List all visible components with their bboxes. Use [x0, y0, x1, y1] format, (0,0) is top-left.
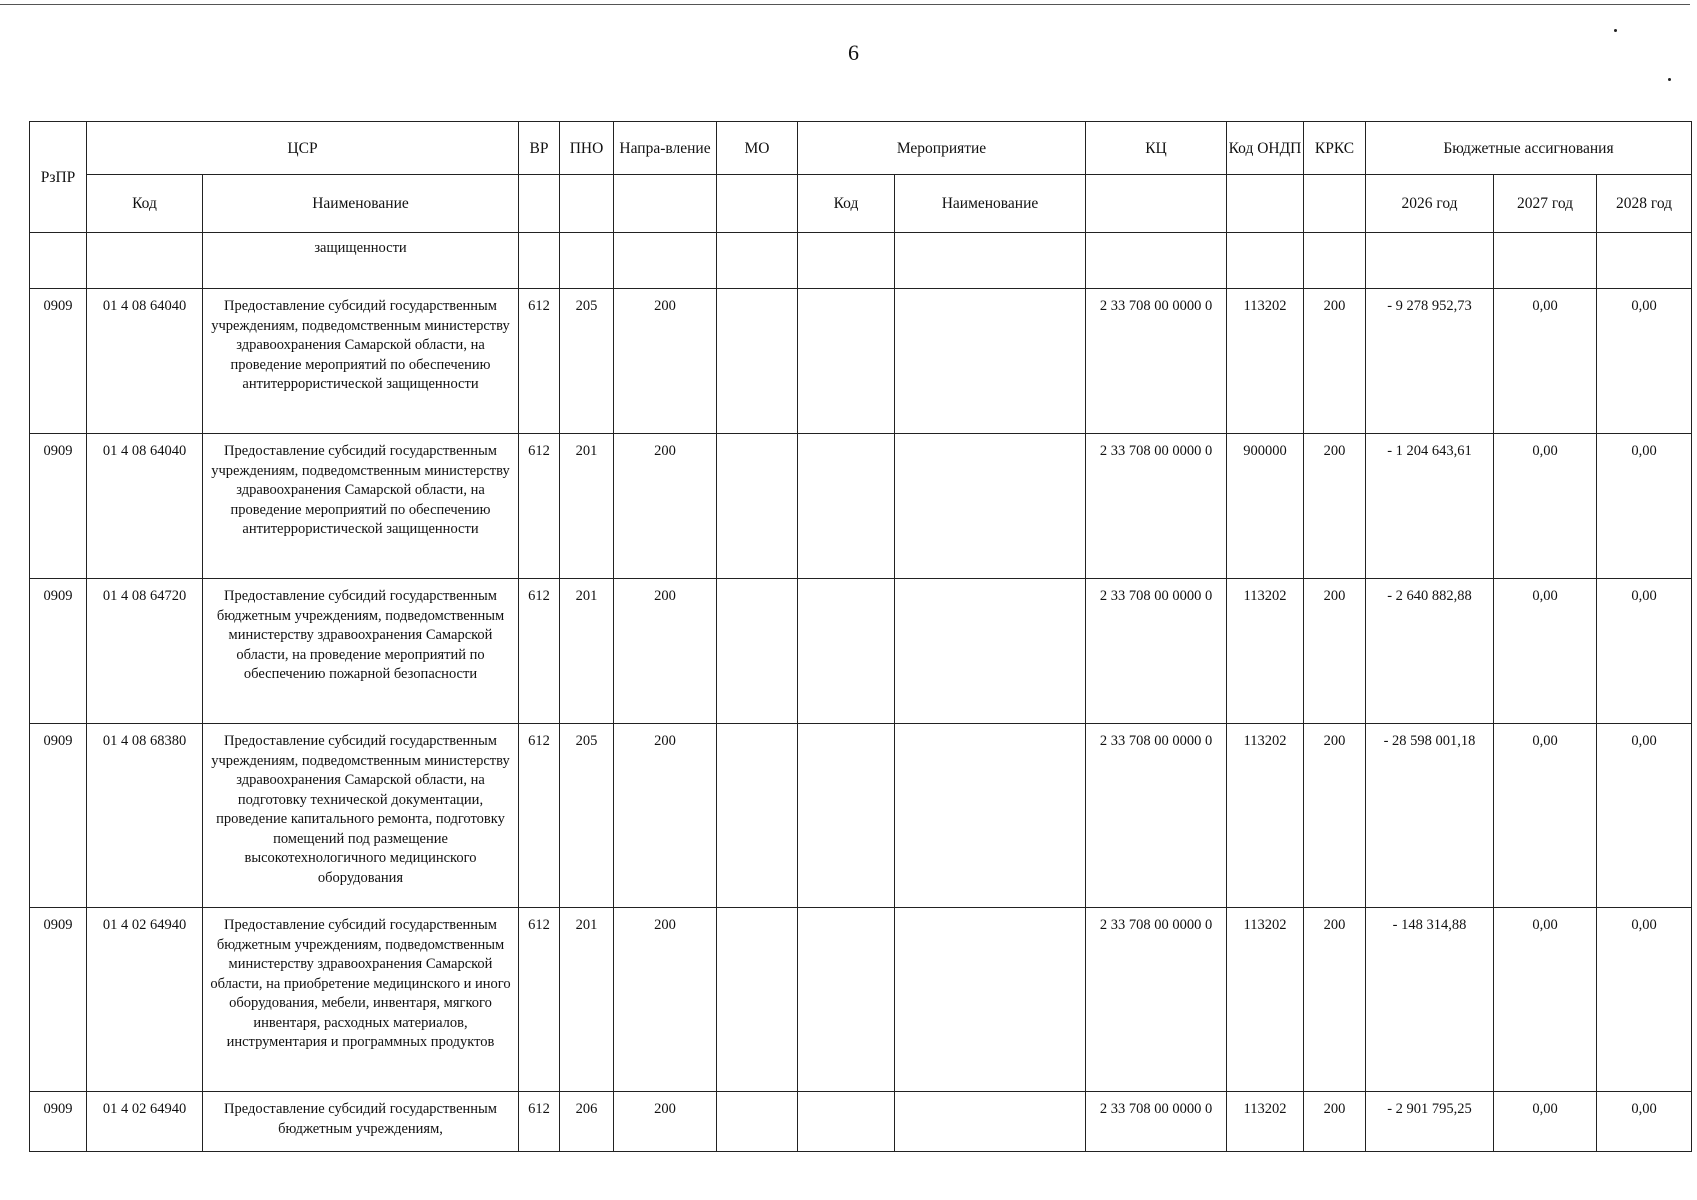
col-csr-name: Наименование	[203, 175, 519, 233]
cell-y2026: - 9 278 952,73	[1366, 289, 1494, 434]
table-header	[30, 122, 1692, 233]
cell-kc: 2 33 708 00 0000 0	[1086, 724, 1227, 908]
cell-krks: 200	[1304, 289, 1366, 434]
cell-rzpr: 0909	[30, 908, 87, 1092]
col-year-2027: 2027 год	[1494, 175, 1597, 233]
cell-vr: 612	[519, 724, 560, 908]
col-meropriyatie: Мероприятие	[798, 122, 1086, 175]
cell-kc: 2 33 708 00 0000 0	[1086, 1092, 1227, 1152]
cell-y2027: 0,00	[1494, 289, 1597, 434]
cell-krks: 200	[1304, 434, 1366, 579]
empty-cell	[519, 175, 560, 233]
cell-mer-name	[895, 724, 1086, 908]
cell-csr-code: 01 4 08 64040	[87, 289, 203, 434]
cell-napravlenie: 200	[614, 579, 717, 724]
empty-cell	[1304, 233, 1366, 289]
cell-vr: 612	[519, 579, 560, 724]
cell-kod-ondp: 113202	[1227, 289, 1304, 434]
cell-mer-code	[798, 579, 895, 724]
cell-napravlenie: 200	[614, 434, 717, 579]
table-row	[30, 434, 1692, 579]
cell-csr-name: Предоставление субсидий государственным учреждениям, подведомственным министерству здравоохранения Самарской области, на подготовку технической документации, проведение капитального ремонта, подготовку помещений под размещение высокотехнологичного медицинского оборудования	[203, 724, 519, 908]
cell-rzpr: 0909	[30, 434, 87, 579]
cell-krks: 200	[1304, 1092, 1366, 1152]
scan-speck	[1668, 78, 1671, 81]
cell-csr-code: 01 4 08 64040	[87, 434, 203, 579]
cell-pno: 205	[560, 289, 614, 434]
continuation-text: защищенности	[203, 233, 519, 289]
cell-mo	[717, 724, 798, 908]
cell-krks: 200	[1304, 908, 1366, 1092]
cell-vr: 612	[519, 908, 560, 1092]
cell-y2026: - 148 314,88	[1366, 908, 1494, 1092]
page-number: 6	[848, 40, 859, 65]
cell-y2027: 0,00	[1494, 579, 1597, 724]
cell-kod-ondp: 113202	[1227, 724, 1304, 908]
cell-kc: 2 33 708 00 0000 0	[1086, 434, 1227, 579]
col-pno: ПНО	[560, 122, 614, 175]
cell-rzpr: 0909	[30, 579, 87, 724]
cell-y2026: - 28 598 001,18	[1366, 724, 1494, 908]
cell-csr-code: 01 4 08 68380	[87, 724, 203, 908]
cell-y2028: 0,00	[1597, 1092, 1692, 1152]
cell-y2028: 0,00	[1597, 724, 1692, 908]
cell-mer-name	[895, 434, 1086, 579]
scan-speck	[1614, 29, 1617, 32]
cell-csr-code: 01 4 02 64940	[87, 1092, 203, 1152]
cell-y2026: - 1 204 643,61	[1366, 434, 1494, 579]
cell-mo	[717, 908, 798, 1092]
cell-mer-name	[895, 579, 1086, 724]
cell-krks: 200	[1304, 724, 1366, 908]
cell-napravlenie: 200	[614, 289, 717, 434]
cell-vr: 612	[519, 1092, 560, 1152]
cell-mer-name	[895, 289, 1086, 434]
empty-cell	[717, 233, 798, 289]
cell-mer-code	[798, 434, 895, 579]
empty-cell	[1597, 233, 1692, 289]
col-mer-name: Наименование	[895, 175, 1086, 233]
cell-mer-code	[798, 1092, 895, 1152]
col-kod-ondp: Код ОНДП	[1227, 122, 1304, 175]
cell-vr: 612	[519, 434, 560, 579]
cell-y2027: 0,00	[1494, 434, 1597, 579]
cell-kod-ondp: 113202	[1227, 579, 1304, 724]
cell-pno: 201	[560, 908, 614, 1092]
empty-cell	[560, 233, 614, 289]
cell-csr-name: Предоставление субсидий государственным учреждениям, подведомственным министерству здравоохранения Самарской области, на проведение мероприятий по обеспечению антитеррористической защищенности	[203, 434, 519, 579]
cell-vr: 612	[519, 289, 560, 434]
col-vr: ВР	[519, 122, 560, 175]
cell-y2026: - 2 640 882,88	[1366, 579, 1494, 724]
col-kc: КЦ	[1086, 122, 1227, 175]
cell-y2028: 0,00	[1597, 289, 1692, 434]
empty-cell	[560, 175, 614, 233]
cell-kod-ondp: 113202	[1227, 908, 1304, 1092]
cell-csr-name: Предоставление субсидий государственным бюджетным учреждениям, подведомственным министерству здравоохранения Самарской области, на приобретение медицинского и иного оборудования, мебели, инвентаря, мягкого инвентаря, расходных материалов, инструментария и программных продуктов	[203, 908, 519, 1092]
col-mo: МО	[717, 122, 798, 175]
empty-cell	[798, 233, 895, 289]
cell-csr-name: Предоставление субсидий государственным учреждениям, подведомственным министерству здравоохранения Самарской области, на проведение мероприятий по обеспечению антитеррористической защищенности	[203, 289, 519, 434]
cell-mo	[717, 579, 798, 724]
cell-pno: 201	[560, 434, 614, 579]
cell-rzpr: 0909	[30, 724, 87, 908]
cell-napravlenie: 200	[614, 724, 717, 908]
empty-cell	[1304, 175, 1366, 233]
table-row	[30, 579, 1692, 724]
col-rzpr: РзПР	[30, 122, 87, 233]
cell-csr-code: 01 4 08 64720	[87, 579, 203, 724]
top-rule	[0, 4, 1690, 5]
cell-y2027: 0,00	[1494, 1092, 1597, 1152]
cell-y2027: 0,00	[1494, 908, 1597, 1092]
cell-csr-name: Предоставление субсидий государственным бюджетным учреждениям,	[203, 1092, 519, 1152]
continuation-row	[30, 233, 1692, 289]
cell-y2028: 0,00	[1597, 908, 1692, 1092]
empty-cell	[614, 175, 717, 233]
cell-rzpr: 0909	[30, 1092, 87, 1152]
col-assignations: Бюджетные ассигнования	[1366, 122, 1692, 175]
cell-kod-ondp: 900000	[1227, 434, 1304, 579]
cell-kc: 2 33 708 00 0000 0	[1086, 908, 1227, 1092]
cell-mer-code	[798, 724, 895, 908]
cell-mo	[717, 289, 798, 434]
cell-kc: 2 33 708 00 0000 0	[1086, 579, 1227, 724]
cell-y2028: 0,00	[1597, 579, 1692, 724]
empty-cell	[87, 233, 203, 289]
empty-cell	[1227, 233, 1304, 289]
table-row	[30, 724, 1692, 908]
empty-cell	[1086, 175, 1227, 233]
cell-kc: 2 33 708 00 0000 0	[1086, 289, 1227, 434]
col-mer-code: Код	[798, 175, 895, 233]
col-krks: КРКС	[1304, 122, 1366, 175]
cell-mer-name	[895, 1092, 1086, 1152]
table-row	[30, 1092, 1692, 1152]
table-row	[30, 908, 1692, 1092]
empty-cell	[1086, 233, 1227, 289]
col-csr-code: Код	[87, 175, 203, 233]
empty-cell	[717, 175, 798, 233]
empty-cell	[30, 233, 87, 289]
cell-napravlenie: 200	[614, 1092, 717, 1152]
col-napravlenie: Напра-вление	[614, 122, 717, 175]
cell-csr-code: 01 4 02 64940	[87, 908, 203, 1092]
cell-kod-ondp: 113202	[1227, 1092, 1304, 1152]
cell-pno: 201	[560, 579, 614, 724]
empty-cell	[895, 233, 1086, 289]
cell-y2027: 0,00	[1494, 724, 1597, 908]
col-year-2026: 2026 год	[1366, 175, 1494, 233]
cell-pno: 205	[560, 724, 614, 908]
cell-y2026: - 2 901 795,25	[1366, 1092, 1494, 1152]
cell-mer-name	[895, 908, 1086, 1092]
cell-krks: 200	[1304, 579, 1366, 724]
empty-cell	[1494, 233, 1597, 289]
cell-csr-name: Предоставление субсидий государственным бюджетным учреждениям, подведомственным министерству здравоохранения Самарской области, на проведение мероприятий по обеспечению пожарной безопасности	[203, 579, 519, 724]
table-body	[30, 233, 1692, 1152]
cell-mer-code	[798, 908, 895, 1092]
cell-mo	[717, 434, 798, 579]
col-year-2028: 2028 год	[1597, 175, 1692, 233]
cell-napravlenie: 200	[614, 908, 717, 1092]
empty-cell	[1366, 233, 1494, 289]
empty-cell	[519, 233, 560, 289]
cell-mo	[717, 1092, 798, 1152]
cell-pno: 206	[560, 1092, 614, 1152]
cell-y2028: 0,00	[1597, 434, 1692, 579]
cell-rzpr: 0909	[30, 289, 87, 434]
col-csr: ЦСР	[87, 122, 519, 175]
table-row	[30, 289, 1692, 434]
budget-table	[29, 121, 1692, 1152]
empty-cell	[614, 233, 717, 289]
cell-mer-code	[798, 289, 895, 434]
empty-cell	[1227, 175, 1304, 233]
